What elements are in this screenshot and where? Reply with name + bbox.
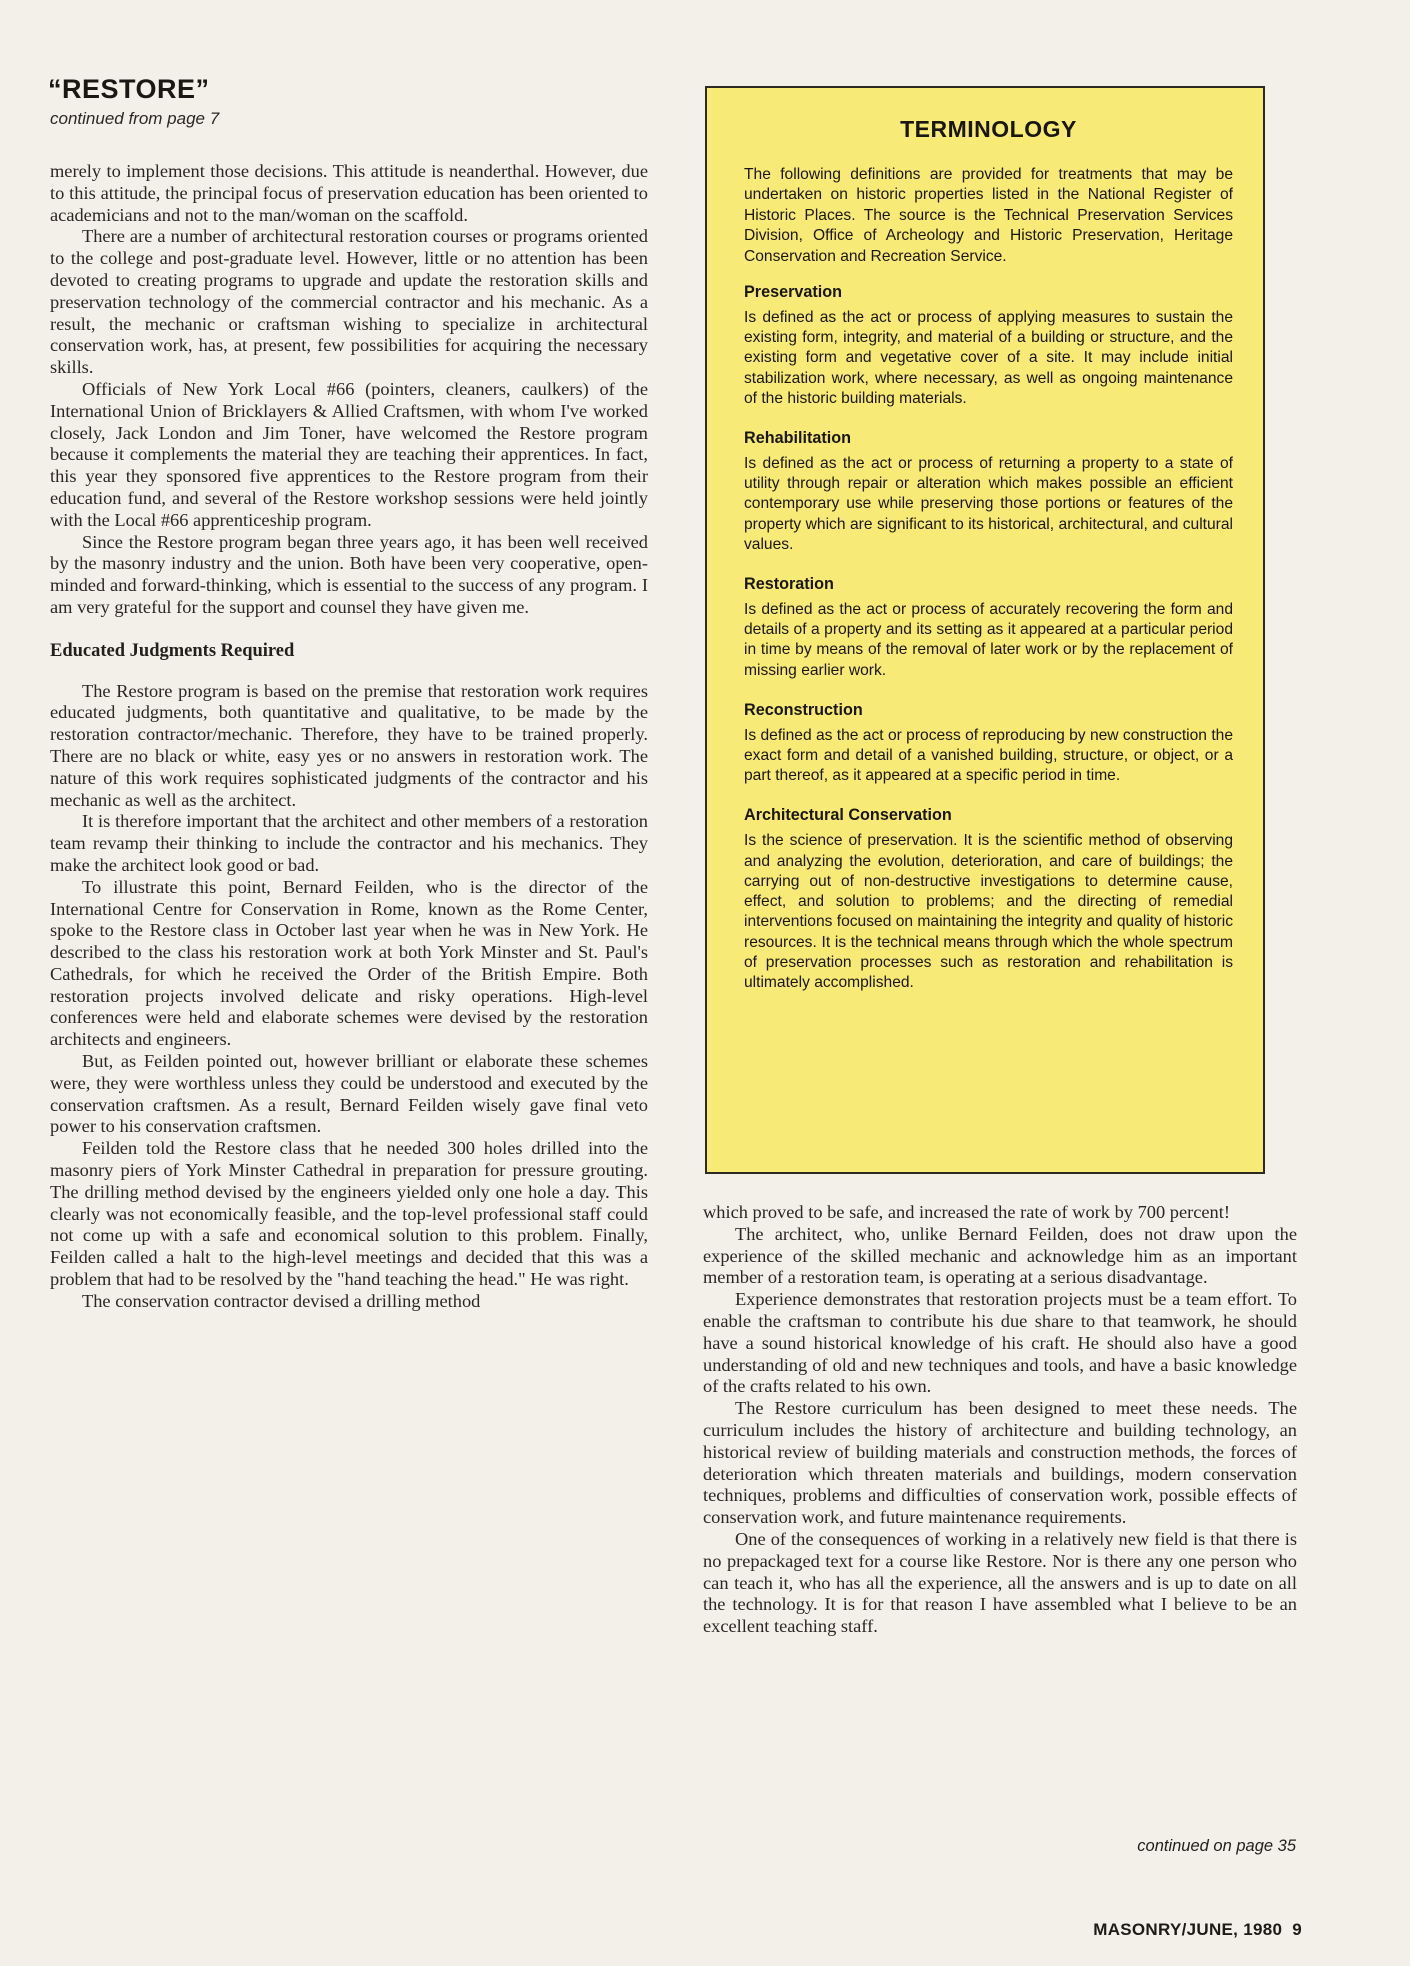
body-paragraph: It is therefore important that the architect and other members of a restoration team revamp their thinking to include the contractor and his mechanics. They make the architect look good or bad. [50, 811, 648, 875]
article-title: “RESTORE” [48, 74, 210, 104]
body-paragraph: The conservation contractor devised a drilling method [82, 1290, 481, 1311]
body-paragraph: To illustrate this point, Bernard Feilden, who is the director of the International Centre for Conservation in Rome, known as the Rome Center, spoke to the Restore class in October last year when he was in New York. He described to the class his restoration work at both York Minster and St. Paul's Cathedrals, for which he received the Order of the British Empire. Both restoration projects involved delicate and risky operations. High-level conferences were held and elaborate schemes were devised by the restoration architects and engineers. [50, 876, 648, 1050]
body-paragraph: merely to implement those decisions. This attitude is neanderthal. However, due to this attitude, the principal focus of preservation education has been oriented to academicians and not to the man/woman on the scaffold. [50, 161, 648, 225]
body-paragraph: The Restore curriculum has been designed to meet these needs. The curriculum includes the history of architecture and building technology, an historical review of building materials and construction methods, the forces of deterioration which threaten materials and buildings, modern conservation techniques, problems and difficulties of conservation work, possible effects of conservation work, and future maintenance requirements. [703, 1398, 1297, 1528]
body-paragraph: One of the consequences of working in a relatively new field is that there is no prepackaged text for a course like Restore. Nor is there any one person who can teach it, who has all the experience, all the answers and is up to date on all the technology. It is for that reason I have assembled what I believe to be an excellent teaching staff. [703, 1528, 1297, 1637]
continued-on-note: continued on page 35 [1137, 1837, 1296, 1855]
sidebar-title: TERMINOLOGY [900, 116, 1077, 142]
terminology-sidebar [705, 86, 1265, 1174]
body-paragraph: The architect, who, unlike Bernard Feilden, does not draw upon the experience of the skilled mechanic and acknowledge him as an important member of a restoration team, is operating at a serious disadvantage. [703, 1223, 1297, 1288]
page-number: 9 [1292, 1920, 1302, 1939]
term-heading: Restoration [744, 575, 834, 594]
sidebar-intro: The following definitions are provided for treatments that may be undertaken on historic properties listed in the National Register of Historic Places. The source is the Technical Preservation Services Division, Office of Archeology and Historic Preservation, Heritage Conservation and Recreation Service. [744, 166, 1233, 265]
term-heading: Architectural Conservation [744, 806, 952, 825]
body-paragraph: There are a number of architectural restoration courses or programs oriented to the college and post-graduate level. However, little or no attention has been devoted to creating programs to upgrade and update the restoration skills and preservation technology of the commercial contractor and his mechanic. As a result, the mechanic or craftsman wishing to specialize in architectural conservation work, has, at present, few possibilities for acquiring the necessary skills. [50, 226, 648, 378]
body-paragraph: Since the Restore program began three years ago, it has been well received by the masonry industry and the union. Both have been very cooperative, open-minded and forward-thinking, which is essential to the success of any program. I am very grateful for the support and counsel they have given me. [50, 531, 648, 617]
term-definition: Is defined as the act or process of applying measures to sustain the existing form, integrity, and material of a building or structure, and the existing form and vegetative cover of a site. It may include initial stabilization work, where necessary, as well as ongoing maintenance of the historic building materials. [744, 309, 1233, 407]
publication-name: MASONRY/JUNE, 1980 [1093, 1920, 1283, 1939]
continued-from-note: continued from page 7 [50, 109, 220, 128]
page-footer [1093, 1920, 1302, 1940]
body-paragraph: which proved to be safe, and increased the rate of work by 700 percent! [703, 1202, 1230, 1222]
term-definition: Is defined as the act or process of returning a property to a state of utility through repair or alteration which makes possible an efficient contemporary use while preserving those portions or features of the property which are significant to its historical, architectural, and cultural values. [744, 455, 1233, 553]
right-column [703, 1202, 1297, 1638]
left-column [50, 161, 648, 1313]
term-definition: Is the science of preservation. It is the scientific method of observing and analyzing the evolution, deterioration, and care of buildings; the carrying out of non-destructive investigations to determine cause, effect, and solution to problems; and the directing of remedial interventions focused on maintaining the integrity and quality of historic resources. It is the technical means through which the whole spectrum of preservation processes such as restoration and rehabilitation is ultimately accomplished. [744, 832, 1233, 991]
term-definition: Is defined as the act or process of reproducing by new construction the exact form and detail of a vanished building, structure, or object, or a part thereof, as it appeared at a specific period in time. [744, 726, 1233, 785]
term-heading: Reconstruction [744, 700, 863, 719]
body-paragraph: But, as Feilden pointed out, however brilliant or elaborate these schemes were, they were worthless unless they could be understood and executed by the conservation craftsmen. As a result, Bernard Feilden wisely gave final veto power to his conservation craftsmen. [50, 1051, 648, 1137]
term-heading: Rehabilitation [744, 429, 852, 448]
term-definition: Is defined as the act or process of accurately recovering the form and details of a property and its setting as it appeared at a particular period in time by means of the removal of later work or by the replacement of missing earlier work. [744, 601, 1233, 679]
body-paragraph: Feilden told the Restore class that he needed 300 holes drilled into the masonry piers of York Minster Cathedral in preparation for pressure grouting. The drilling method devised by the engineers yielded only one hole a day. This clearly was not economically feasible, and the top-level professional staff could not come up with a safe and economical solution to this problem. Finally, Feilden called a halt to the high-level meetings and decided that this was a problem that had to be resolved by the "hand teaching the head." He was right. [50, 1138, 648, 1290]
body-paragraph: Officials of New York Local #66 (pointers, cleaners, caulkers) of the International Union of Bricklayers & Allied Craftsmen, with whom I've worked closely, Jack London and Jim Toner, have welcomed the Restore program because it complements the material they are teaching their apprentices. In fact, this year they sponsored five apprentices to the Restore program from their education fund, and several of the Restore workshop sessions were held jointly with the Local #66 apprenticeship program. [50, 378, 648, 530]
section-heading: Educated Judgments Required [50, 640, 295, 661]
body-paragraph: The Restore program is based on the premise that restoration work requires educated judgments, both quantitative and qualitative, to be made by the restoration contractor/mechanic. Therefore, they have to be trained properly. There are no black or white, easy yes or no answers in restoration work. The nature of this work requires sophisticated judgments of the contractor and his mechanic as well as the architect. [50, 680, 648, 810]
term-heading: Preservation [744, 283, 843, 302]
body-paragraph: Experience demonstrates that restoration projects must be a team effort. To enable the craftsman to contribute his due share to that teamwork, he should have a sound historical knowledge of his craft. He should also have a good understanding of old and new techniques and tools, and have a basic knowledge of the crafts related to his own. [703, 1289, 1297, 1397]
